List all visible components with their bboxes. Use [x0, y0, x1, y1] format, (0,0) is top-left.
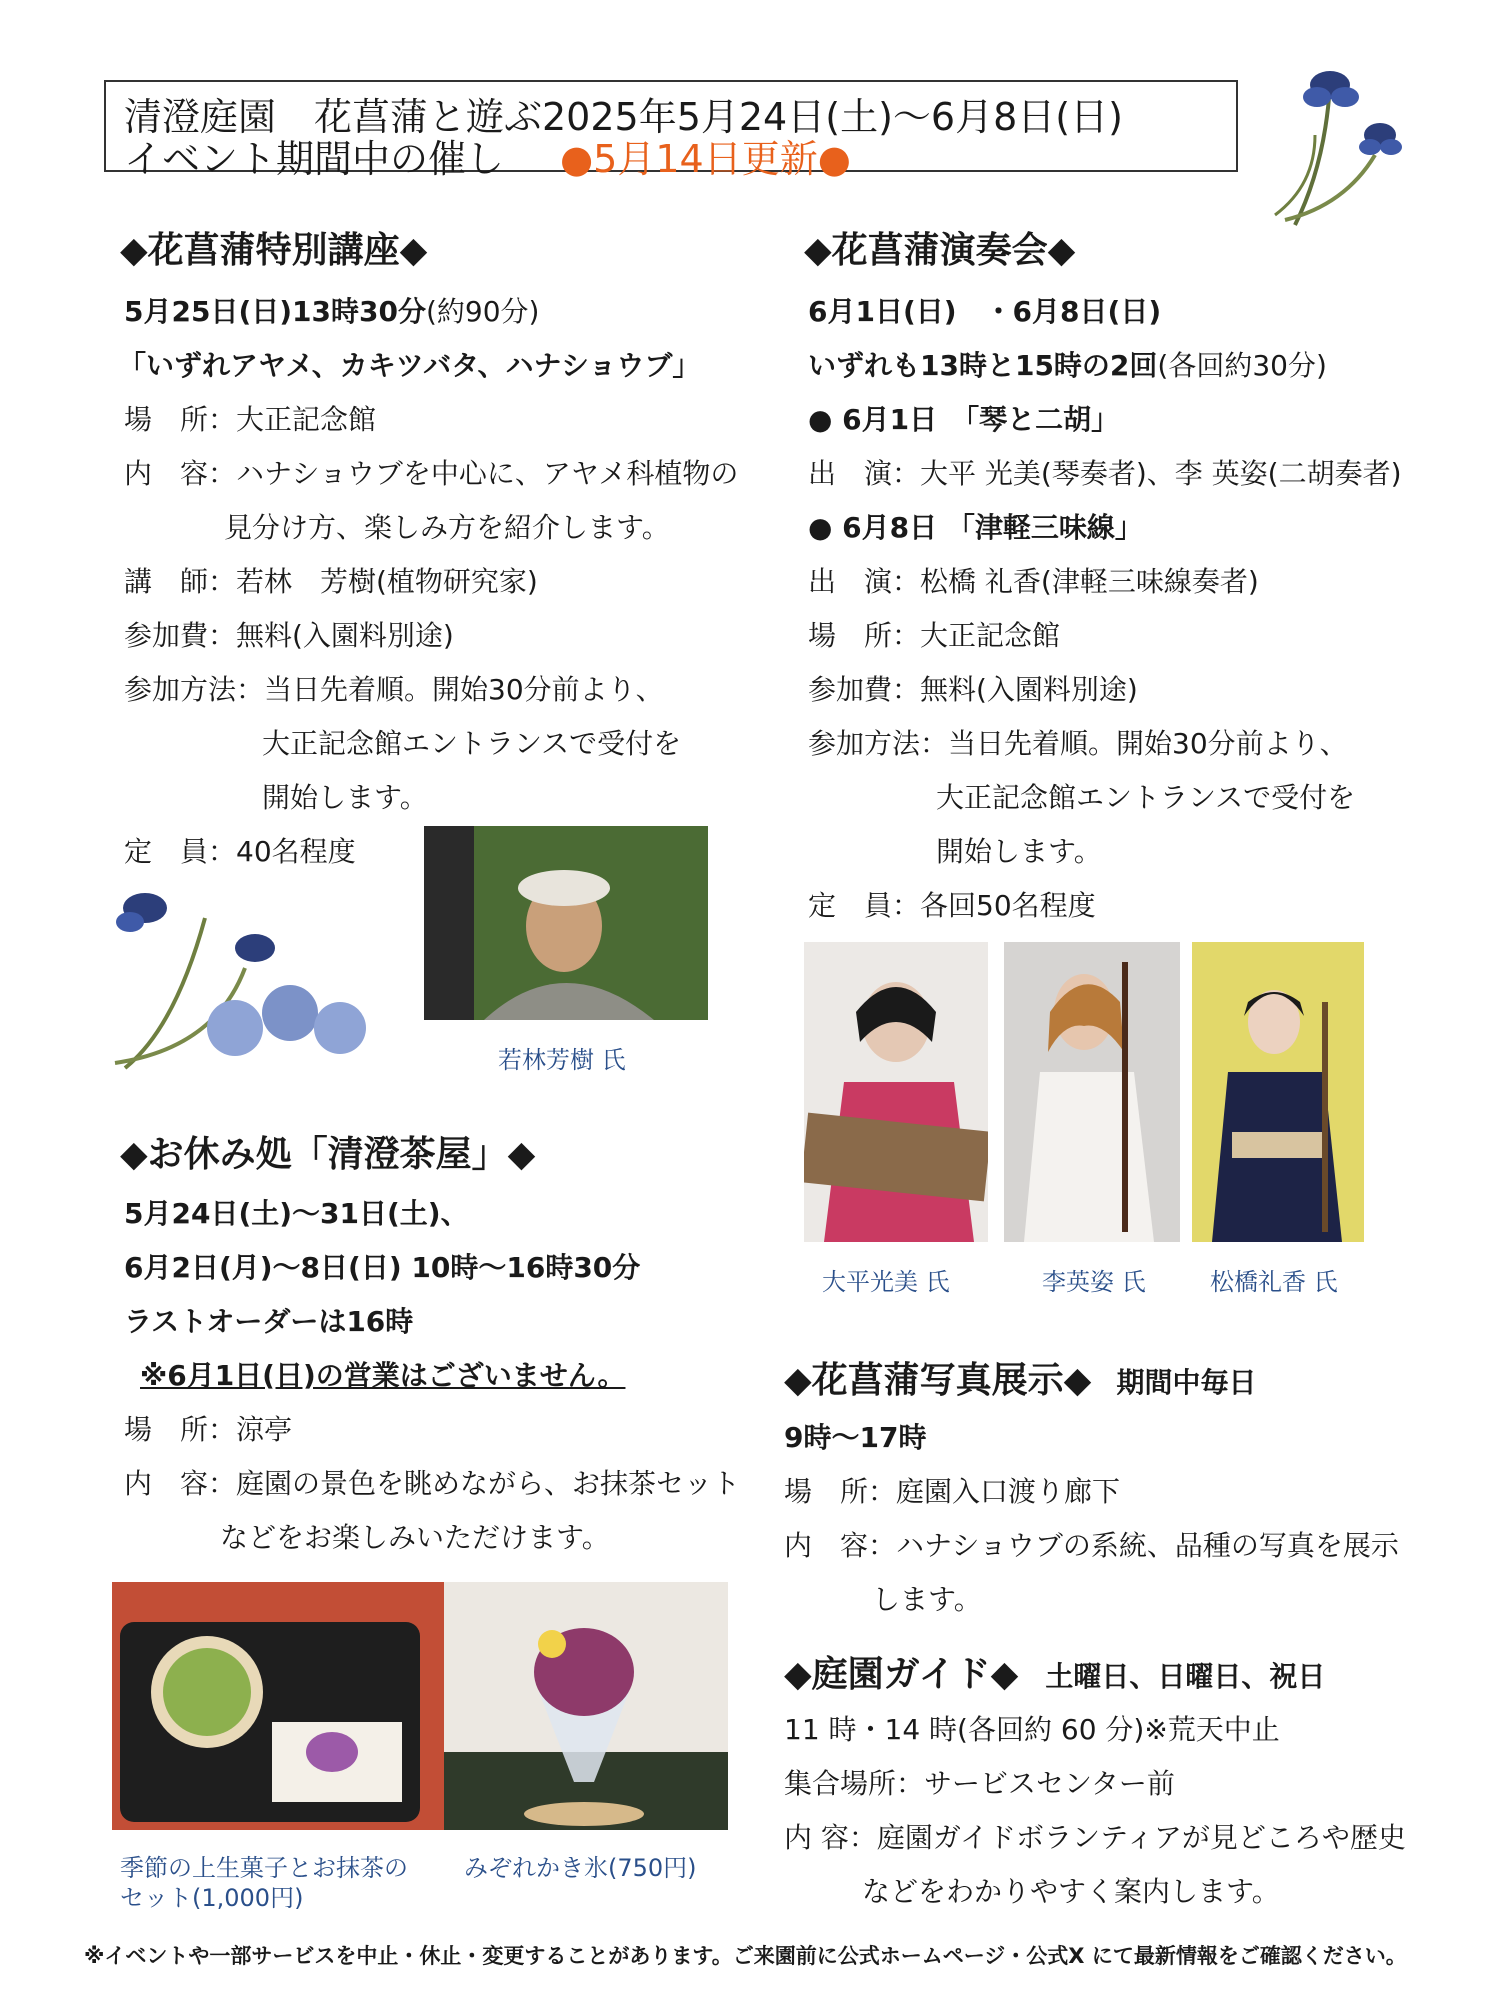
teahouse-closed-notice: ※6月1日(日)の営業はございません。: [140, 1359, 626, 1392]
performer-photo-li: [1004, 942, 1180, 1242]
performer-caption-li: 李英姿 氏: [1042, 1268, 1146, 1296]
concert-fee: 参加費：無料(入園料別途): [808, 673, 1138, 706]
lecture-method-1: 参加方法：当日先着順。開始30分前より、: [124, 673, 664, 706]
concert-day1: ● 6月1日 「琴と二胡」: [808, 403, 1120, 436]
lecture-content-2: 見分け方、楽しみ方を紹介します。: [224, 511, 670, 544]
lecture-lecturer: 講 師：若林 芳樹(植物研究家): [124, 565, 538, 598]
lecture-subtitle: 「いずれアヤメ、カキツバタ、ハナショウブ」: [118, 349, 701, 382]
lecture-method-2: 大正記念館エントランスで受付を: [262, 727, 682, 760]
concert-place: 場 所：大正記念館: [808, 619, 1061, 652]
guide-content-2: などをわかりやすく案内します。: [862, 1875, 1280, 1908]
lecture-duration: (約90分): [425, 295, 540, 328]
lecture-datetime-text: 5月25日(日)13時30分: [124, 295, 426, 328]
matcha-caption-1: 季節の上生菓子とお抹茶の: [120, 1854, 408, 1882]
guide-meeting: 集合場所：サービスセンター前: [784, 1767, 1175, 1800]
performer-photo-matsuhashi: [1192, 942, 1364, 1242]
lecture-content-1: 内 容：ハナショウブを中心に、アヤメ科植物の: [124, 457, 739, 490]
iris-decoration-icon: [1255, 45, 1415, 235]
photo-exhibit-content-2: します。: [872, 1583, 982, 1616]
photo-exhibit-heading: [784, 1352, 1256, 1403]
teahouse-content-2: などをお楽しみいただけます。: [220, 1521, 610, 1554]
teahouse-dates-2: 6月2日(月)～8日(日) 10時～16時30分: [124, 1251, 641, 1284]
lecture-capacity: 定 員：40名程度: [124, 835, 356, 868]
guide-days: 土曜日、日曜日、祝日: [1045, 1660, 1326, 1693]
concert-times-note: (各回約30分): [1157, 349, 1327, 382]
header-title: 清澄庭園 花菖蒲と遊ぶ2025年5月24日(土)～6月8日(日): [124, 95, 1123, 139]
performer-photo-ohira: [804, 942, 988, 1242]
kakigori-caption: みぞれかき氷(750円): [464, 1854, 697, 1882]
concert-capacity: 定 員：各回50名程度: [808, 889, 1096, 922]
concert-method-1: 参加方法：当日先着順。開始30分前より、: [808, 727, 1348, 760]
guide-times: 11 時・14 時(各回約 60 分)※荒天中止: [784, 1713, 1280, 1746]
photo-exhibit-period: 期間中毎日: [1116, 1366, 1257, 1399]
guide-content-1: 内 容：庭園ガイドボランティアが見どころや歴史: [784, 1821, 1406, 1854]
lecture-fee: 参加費：無料(入園料別途): [124, 619, 454, 652]
lecture-title: ◆花菖蒲特別講座◆: [120, 230, 428, 271]
concert-day1-performers: 出 演：大平 光美(琴奏者)、李 英姿(二胡奏者): [808, 457, 1402, 490]
guide-title: ◆庭園ガイド◆: [784, 1654, 1019, 1695]
kakigori-photo: [444, 1582, 728, 1830]
photo-exhibit-title: ◆花菖蒲写真展示◆: [784, 1360, 1092, 1401]
concert-method-2: 大正記念館エントランスで受付を: [936, 781, 1356, 814]
teahouse-content-1: 内 容：庭園の景色を眺めながら、お抹茶セット: [124, 1467, 741, 1500]
lecturer-photo: [424, 826, 708, 1020]
footer-note: ※イベントや一部サービスを中止・休止・変更することがあります。ご来園前に公式ホームページ・公式X にて最新情報をご確認ください。: [84, 1944, 1407, 1968]
concert-dates: 6月1日(日) ・6月8日(日): [808, 295, 1162, 328]
header-subtitle-text: イベント期間中の催し: [124, 137, 505, 181]
teahouse-title: ◆お休み処「清澄茶屋」◆: [120, 1134, 536, 1175]
concert-day2-performers: 出 演：松橋 礼香(津軽三味線奏者): [808, 565, 1259, 598]
teahouse-place: 場 所：涼亭: [124, 1413, 293, 1446]
photo-exhibit-place: 場 所：庭園入口渡り廊下: [784, 1475, 1121, 1508]
lecture-method-3: 開始します。: [262, 781, 428, 814]
lecturer-caption: 若林芳樹 氏: [498, 1046, 626, 1074]
concert-day2: ● 6月8日 「津軽三味線」: [808, 511, 1143, 544]
teahouse-dates-1: 5月24日(土)～31日(土)、: [124, 1197, 469, 1230]
performer-caption-matsuhashi: 松橋礼香 氏: [1210, 1268, 1338, 1296]
update-badge: ●5月14日更新●: [560, 137, 851, 181]
header-box: [104, 80, 1238, 181]
concert-method-3: 開始します。: [936, 835, 1102, 868]
matcha-caption-2: セット(1,000円): [120, 1884, 304, 1912]
lecture-datetime: [124, 290, 539, 330]
matcha-set-photo: [112, 1582, 444, 1830]
lecture-place: 場 所：大正記念館: [124, 403, 377, 436]
concert-times: [808, 344, 1327, 384]
photo-exhibit-hours: 9時～17時: [784, 1421, 927, 1454]
performer-caption-ohira: 大平光美 氏: [822, 1268, 950, 1296]
photo-exhibit-content-1: 内 容：ハナショウブの系統、品種の写真を展示: [784, 1529, 1399, 1562]
teahouse-lastorder: ラストオーダーは16時: [124, 1305, 414, 1338]
concert-times-text: いずれも13時と15時の2回: [808, 349, 1158, 382]
concert-title: ◆花菖蒲演奏会◆: [804, 230, 1076, 271]
guide-heading: [784, 1646, 1325, 1697]
iris-hydrangea-decoration-icon: [95, 878, 385, 1078]
header-subtitle: [124, 128, 851, 183]
